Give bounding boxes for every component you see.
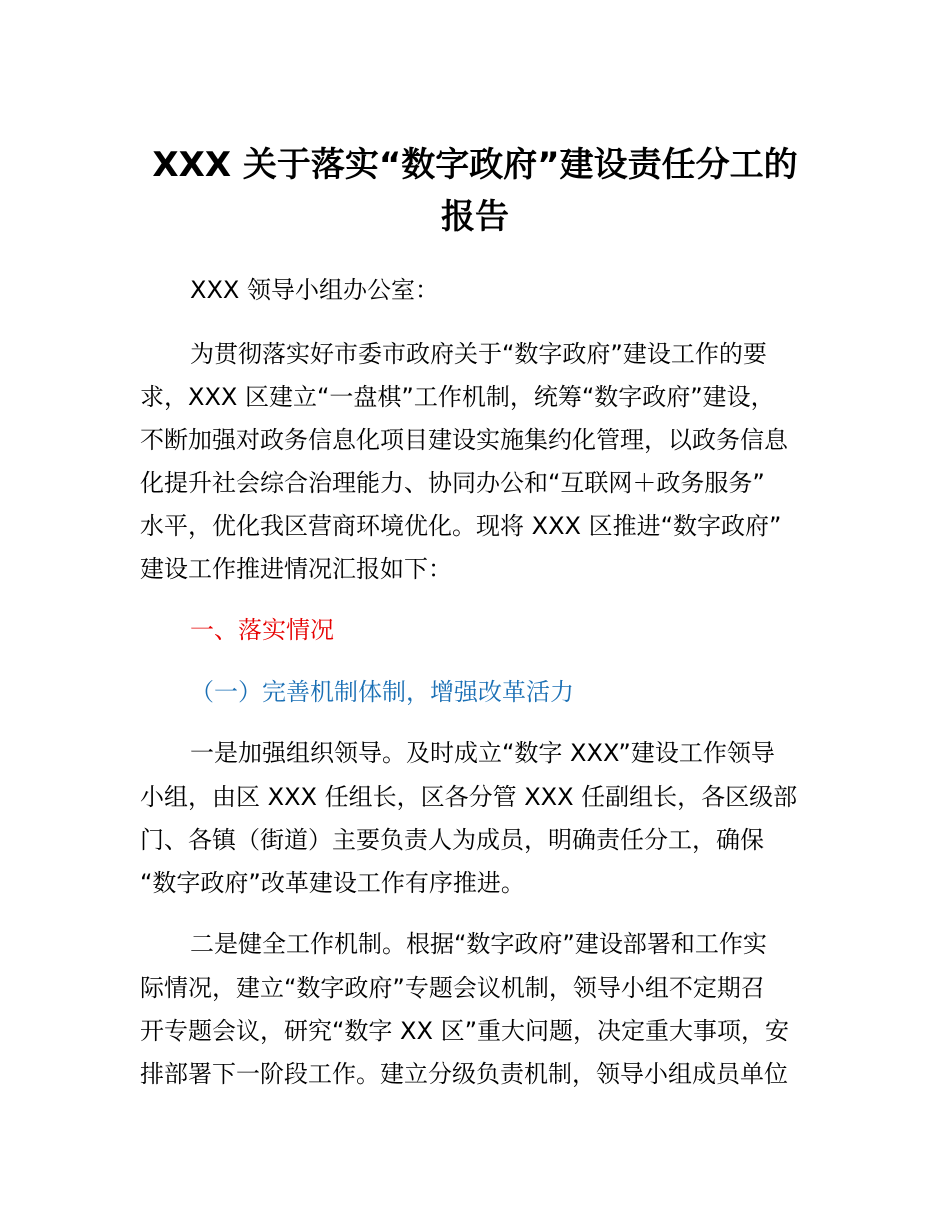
paragraph-line: 一是加强组织领导。及时成立“数字 XXX”建设工作领导 (190, 739, 775, 767)
paragraph-line: 开专题会议，研究“数字 XX 区”重大问题，决定重大事项，安 (140, 1017, 790, 1045)
paragraph-line: 际情况，建立“数字政府”专题会议机制，领导小组不定期召 (140, 974, 765, 1002)
salutation: XXX 领导小组办公室： (190, 276, 439, 304)
section-heading: 一、落实情况 (190, 616, 334, 644)
document-title-line-2: 报告 (441, 197, 509, 237)
intro-line: 水平，优化我区营商环境优化。现将 XXX 区推进“数字政府” (140, 512, 782, 540)
paragraph-line: 门、各镇（街道）主要负责人为成员，明确责任分工，确保 (140, 826, 764, 854)
intro-line: 求，XXX 区建立“一盘棋”工作机制，统筹“数字政府”建设， (140, 383, 775, 411)
intro-line: 建设工作推进情况汇报如下： (140, 555, 452, 583)
paragraph-line: “数字政府”改革建设工作有序推进。 (140, 869, 525, 897)
paragraph-line: 小组，由区 XXX 任组长，区各分管 XXX 任副组长，各区级部 (140, 783, 798, 811)
paragraph-line: 二是健全工作机制。根据“数字政府”建设部署和工作实 (190, 930, 767, 958)
document-title-line-1: XXX 关于落实“数字政府”建设责任分工的 (152, 145, 798, 185)
subsection-heading: （一）完善机制体制，增强改革活力 (190, 678, 574, 706)
intro-line: 不断加强对政务信息化项目建设实施集约化管理，以政务信息 (140, 426, 788, 454)
paragraph-line: 排部署下一阶段工作。建立分级负责机制，领导小组成员单位 (140, 1060, 788, 1088)
intro-line: 为贯彻落实好市委市政府关于“数字政府”建设工作的要 (190, 340, 767, 368)
intro-line: 化提升社会综合治理能力、协同办公和“互联网＋政务服务” (140, 469, 765, 497)
